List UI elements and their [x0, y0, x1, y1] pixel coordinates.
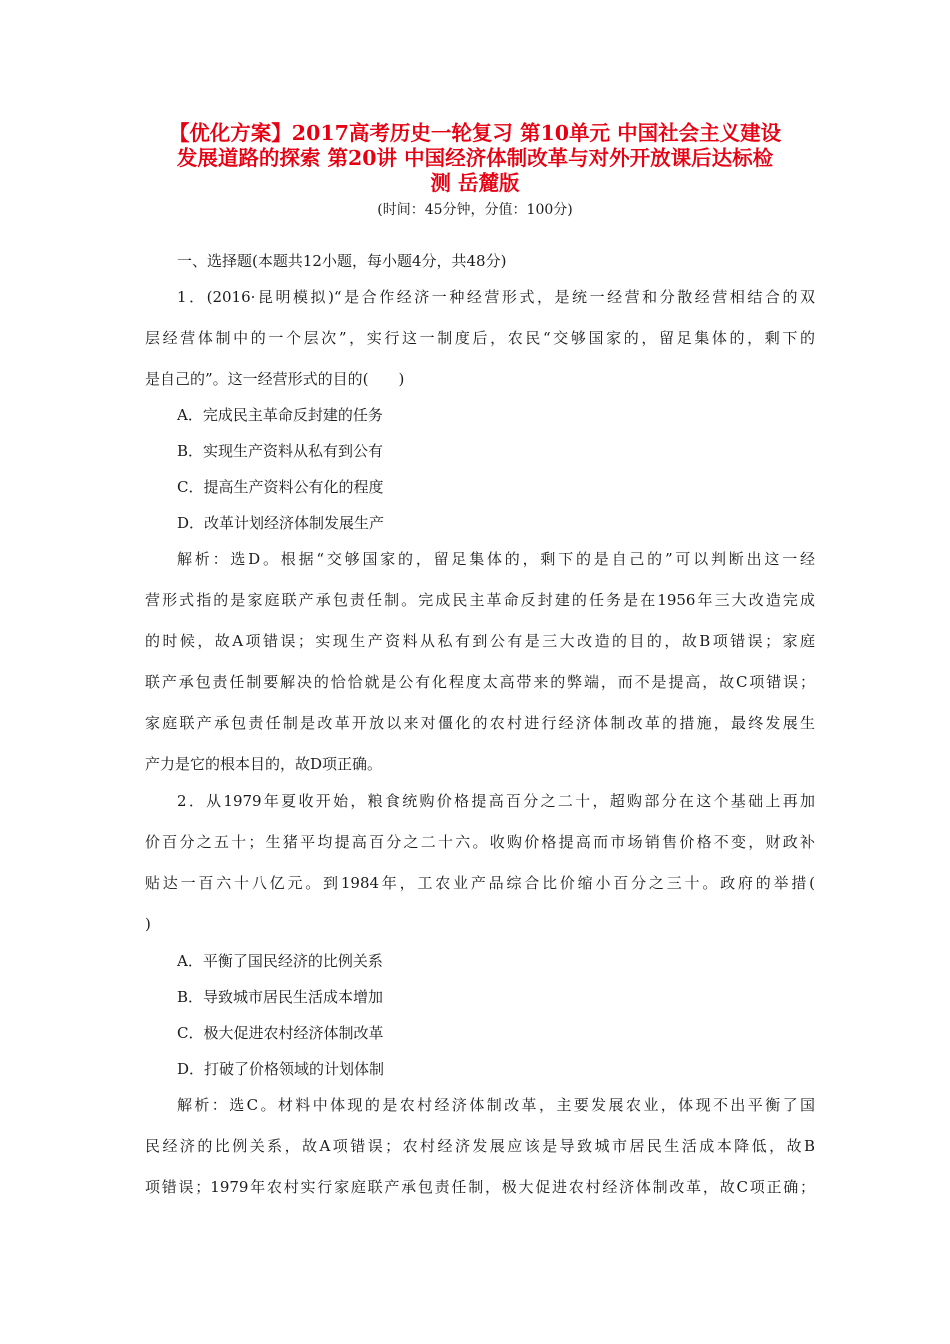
q2-stem-line: 2．从1979年夏收开始，粮食统购价格提高百分之二十，超购部分在这个基础上再加 [177, 792, 815, 810]
q1-analysis-line: 解析：选D。根据“交够国家的，留足集体的，剩下的是自己的”可以判断出这一经 [177, 550, 815, 568]
title-line: 【优化方案】2017高考历史一轮复习 第10单元 中国社会主义建设 [168, 121, 782, 145]
q1-option-b: B．实现生产资料从私有到公有 [177, 442, 384, 460]
q1-analysis-line: 家庭联产承包责任制是改革开放以来对僵化的农村进行经济体制改革的措施，最终发展生 [145, 714, 815, 732]
q2-stem-line: 贴达一百六十八亿元。到1984年，工农业产品综合比价缩小百分之三十。政府的举措( [145, 874, 815, 892]
q2-stem-line: 价百分之五十；生猪平均提高百分之二十六。收购价格提高而市场销售价格不变，财政补 [145, 833, 815, 851]
q1-analysis-line: 产力是它的根本目的，故D项正确。 [145, 755, 383, 773]
q1-analysis-line: 的时候，故A项错误；实现生产资料从私有到公有是三大改造的目的，故B项错误；家庭 [145, 632, 815, 650]
q2-analysis-line: 民经济的比例关系，故A项错误；农村经济发展应该是导致城市居民生活成本降低，故B [145, 1137, 816, 1155]
q1-analysis-line: 联产承包责任制要解决的恰恰就是公有化程度太高带来的弊端，而不是提高，故C项错误； [145, 673, 815, 691]
q1-stem-line: 是自己的”。这一经营形式的目的( ) [145, 370, 405, 388]
q1-option-a: A．完成民主革命反封建的任务 [177, 406, 383, 424]
section-heading: 一、选择题(本题共12小题，每小题4分，共48分) [177, 252, 507, 270]
q2-stem-line: ) [145, 915, 151, 933]
time-score-note: (时间：45分钟，分值：100分) [377, 202, 573, 218]
title-line: 测 岳麓版 [430, 171, 520, 195]
q1-option-d: D．改革计划经济体制发展生产 [177, 514, 385, 532]
q1-stem-line: 1．(2016·昆明模拟)“是合作经济一种经营形式，是统一经营和分散经营相结合的双 [177, 288, 815, 306]
q1-analysis-line: 营形式指的是家庭联产承包责任制。完成民主革命反封建的任务是在1956年三大改造完成 [145, 591, 815, 609]
q2-option-b: B．导致城市居民生活成本增加 [177, 988, 384, 1006]
q2-analysis-line: 项错误；1979年农村实行家庭联产承包责任制，极大促进农村经济体制改革，故C项正确； [145, 1178, 815, 1196]
document-title [110, 121, 840, 196]
q2-analysis-line: 解析：选C。材料中体现的是农村经济体制改革，主要发展农业，体现不出平衡了国 [177, 1096, 815, 1114]
q2-option-d: D．打破了价格领域的计划体制 [177, 1060, 385, 1078]
title-line: 发展道路的探索 第20讲 中国经济体制改革与对外开放课后达标检 [176, 146, 774, 170]
q2-option-a: A．平衡了国民经济的比例关系 [177, 952, 383, 970]
q2-option-c: C．极大促进农村经济体制改革 [177, 1024, 384, 1042]
q1-stem-line: 层经营体制中的一个层次”，实行这一制度后，农民“交够国家的，留足集体的，剩下的 [145, 329, 815, 347]
q1-option-c: C．提高生产资料公有化的程度 [177, 478, 384, 496]
